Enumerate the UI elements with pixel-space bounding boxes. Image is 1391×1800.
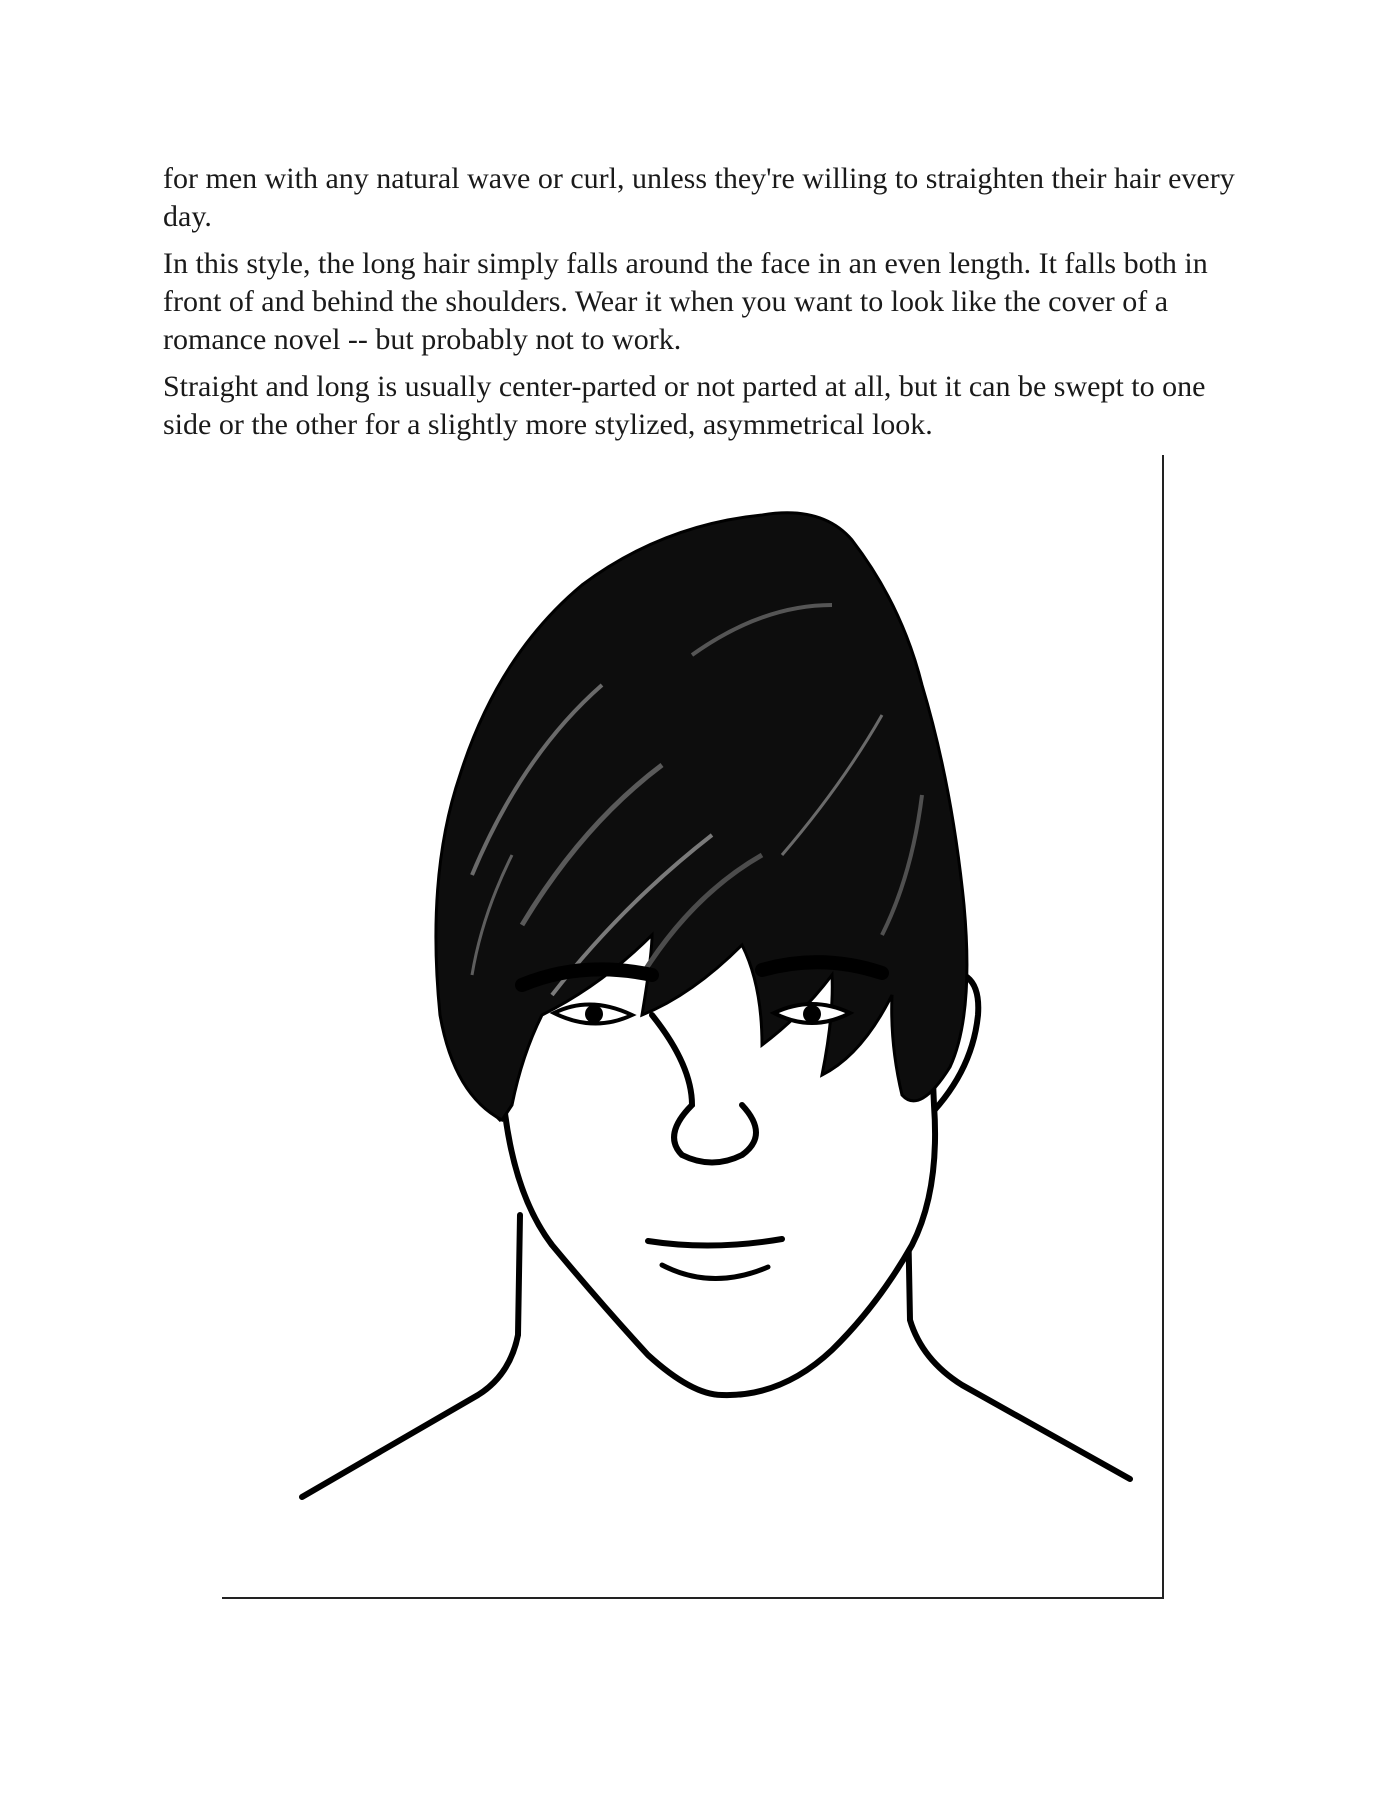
- hairstyle-figure: [222, 455, 1163, 1599]
- man-hairstyle-illustration: [222, 455, 1162, 1595]
- paragraph-3: Straight and long is usually center-parted or not parted at all, but it can be swept to one side or the other for a slightly more stylized, asymmetrical look.: [163, 370, 1206, 441]
- shoulder-left: [302, 1215, 520, 1497]
- frame-border-bottom: [222, 1597, 1164, 1599]
- paragraph-2: In this style, the long hair simply falls around the face in an even length. It falls both in front of and behind the shoulders. Wear it when you want to look like the cover of a romance novel -- but probably not to work.: [163, 247, 1208, 356]
- frame-border-right: [1162, 455, 1164, 1599]
- paragraph-1: for men with any natural wave or curl, unless they're willing to straighten their hair every day.: [163, 162, 1235, 233]
- shoulder-right: [908, 1215, 1130, 1479]
- body-text: [163, 160, 1248, 453]
- iris-right: [803, 1005, 821, 1023]
- iris-left: [585, 1005, 603, 1023]
